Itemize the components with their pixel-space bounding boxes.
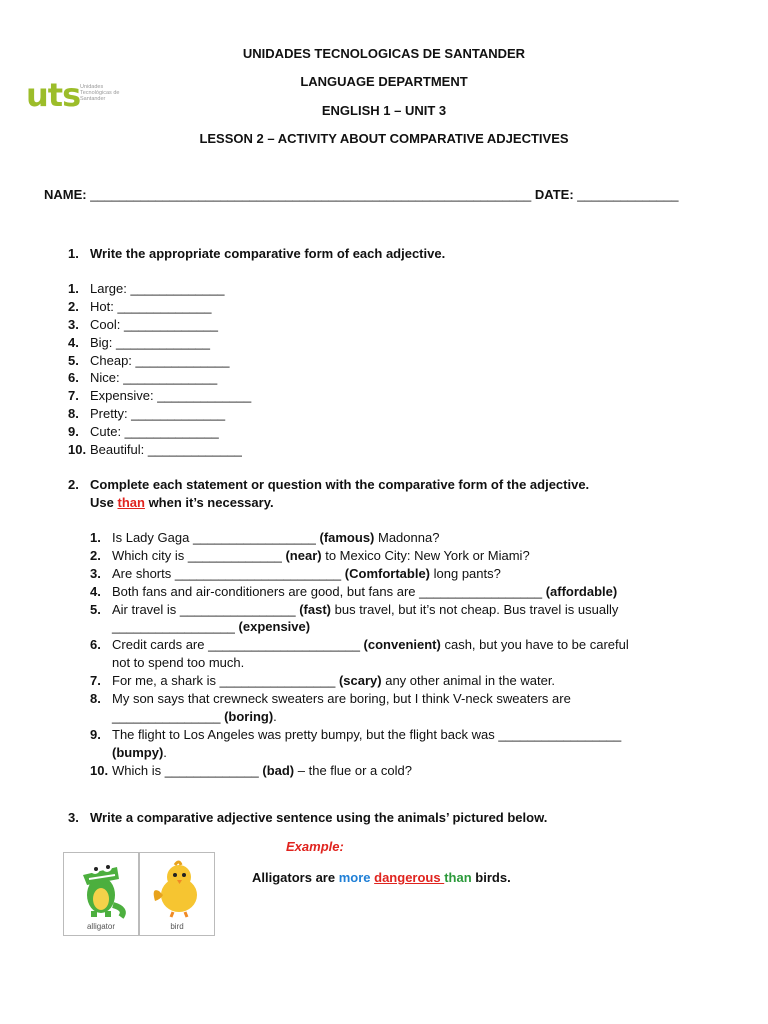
word-than: than [444,870,472,885]
word-more: more [338,870,371,885]
item-post: to Mexico City: New York or Miami? [325,547,530,563]
item-number: 2. [90,547,101,563]
date-blank: ______________ [577,187,679,202]
bird-icon [145,857,209,921]
item-text [112,583,617,601]
list-item [68,298,728,316]
list-item [90,726,750,744]
item-number: 4. [90,583,101,599]
item-adjective: (boring) [224,708,274,724]
list-item [90,744,750,762]
item-number: 4. [68,334,79,350]
list-item [68,405,728,423]
item-text [112,601,618,619]
item-number: 3. [90,565,101,581]
section-1-list [68,280,728,459]
use-word: Use [90,495,114,510]
list-item [90,672,750,690]
item-post: cash, but you have to be careful [444,637,629,653]
item-number: 2. [68,298,79,314]
item-adjective: (bumpy) [112,744,164,760]
logo-subtitle: Unidades Tecnológicas de Santander [80,84,120,102]
item-pre: Which is _____________ [112,762,259,778]
section-2-number: 2. [68,477,79,492]
example-label-text: Example: [286,839,344,854]
sentence-part-1: Alligators are [252,870,336,885]
lesson-title: LESSON 2 – ACTIVITY ABOUT COMPARATIVE ADJECTIVES [199,131,569,146]
item-pre: Are shorts _______________________ [112,565,342,581]
necessary-text: when it’s necessary. [148,495,274,510]
list-item [90,583,750,601]
item-pre: _________________ [112,619,235,635]
item-number: 5. [90,601,101,617]
item-text: Cool: _____________ [90,316,218,332]
list-item [90,618,750,636]
list-item [90,690,750,708]
item-post: – the flue or a cold? [297,762,412,778]
item-text [112,762,412,780]
item-number: 9. [68,424,79,440]
section-3-number: 3. [68,810,79,825]
item-post: Madonna? [378,530,440,545]
item-number: 6. [90,637,101,653]
item-adjective: (convenient) [363,637,441,653]
item-pre: _______________ [112,708,221,724]
list-item [68,423,728,441]
item-text [112,547,530,565]
than-keyword: than [117,495,145,510]
item-adjective: (scary) [338,673,382,689]
section-2-heading [68,477,748,513]
item-number: 1. [90,530,101,545]
item-adjective: (affordable) [545,583,618,599]
item-post: long pants? [433,565,501,581]
item-pre: Credit cards are _____________________ [112,637,360,653]
item-adjective: (expensive) [238,619,311,635]
item-number: 10. [68,442,87,458]
item-adjective: (bad) [262,762,295,778]
date-label: DATE: [534,187,574,202]
item-text: Pretty: _____________ [90,406,226,422]
list-item [90,565,750,583]
list-item [90,601,750,619]
list-item [68,369,728,387]
list-item [90,547,750,565]
item-text [112,529,439,547]
item-text: Big: _____________ [90,334,211,350]
item-pre: Is Lady Gaga _________________ [112,530,316,545]
item-text [112,744,167,762]
list-item [90,762,750,780]
section-1-number: 1. [68,246,79,261]
name-date-line [44,187,724,202]
list-item [68,316,728,334]
item-adjective: (near) [285,547,322,563]
item-text: Cheap: _____________ [90,352,230,368]
list-item [90,654,750,672]
list-item [68,334,728,352]
item-number: 8. [68,406,79,422]
item-text [112,636,629,654]
example-label [286,839,344,854]
item-number: 7. [68,388,79,404]
item-adjective: (fast) [299,601,331,617]
item-post: . [273,708,277,724]
item-text: Beautiful: _____________ [90,442,242,458]
section-1-instruction: Write the appropriate comparative form of each adjective. [90,246,446,261]
section-2-list [90,529,750,779]
item-text [112,565,501,583]
alligator-caption: alligator [86,922,115,931]
item-post: bus travel, but it’s not cheap. Bus travel is usually [334,601,619,617]
list-item [68,280,728,298]
item-adjective: (famous) [319,530,375,545]
item-number: 1. [68,281,79,296]
list-item [90,708,750,726]
section-3-instruction: Write a comparative adjective sentence using the animals’ pictured below. [90,810,548,825]
logo-word: uts [26,76,81,114]
list-item [68,352,728,370]
bird-caption: bird [170,922,184,931]
item-pre: For me, a shark is ________________ [112,673,336,689]
institution-title: UNIDADES TECNOLOGICAS DE SANTANDER [242,46,526,61]
section-2-instruction-line1: Complete each statement or question with the comparative form of the adjective. [90,477,590,492]
item-text: Hot: _____________ [90,298,212,314]
item-number: 5. [68,352,79,368]
uts-logo [22,74,128,122]
section-3-heading [68,810,748,828]
section-1-heading [68,246,728,264]
item-text: Cute: _____________ [90,424,219,440]
item-text: Large: _____________ [90,281,225,296]
list-item [68,441,728,459]
item-number: 8. [90,691,101,707]
item-text: Expensive: _____________ [90,388,252,404]
name-blank: _____________________________________________________________ [90,187,532,202]
list-item [68,387,728,405]
list-item [90,529,750,547]
list-item [90,636,750,654]
bird-picture [139,852,215,936]
item-text [112,672,555,690]
item-adjective: (Comfortable) [344,565,430,581]
item-pre: Air travel is ________________ [112,601,296,617]
item-pre: not to spend too much. [112,655,245,671]
department-title: LANGUAGE DEPARTMENT [300,74,468,89]
word-dangerous: dangerous [374,870,445,885]
item-pre: The flight to Los Angeles was pretty bumpy, but the flight back was _________________ [112,726,622,742]
sentence-part-2: birds. [475,870,511,885]
item-text [112,708,277,726]
item-text [112,726,621,744]
item-number: 7. [90,673,101,689]
example-sentence [252,870,511,885]
item-text [112,654,244,672]
item-text [112,618,310,636]
name-label: NAME: [44,187,87,202]
course-title: ENGLISH 1 – UNIT 3 [321,103,447,118]
section-2-instruction-line2 [90,495,274,510]
item-pre: My son says that crewneck sweaters are boring, but I think V-neck sweaters are [112,691,571,707]
item-number: 3. [68,316,79,332]
alligator-picture [63,852,139,936]
alligator-icon [69,857,133,921]
item-pre: Both fans and air-conditioners are good, but fans are _________________ [112,583,543,599]
item-number: 9. [90,726,101,742]
item-number: 6. [68,370,79,386]
item-post: any other animal in the water. [385,673,556,689]
item-text: Nice: _____________ [90,370,218,386]
item-number: 10. [90,762,109,778]
item-post: . [163,744,167,760]
item-pre: Which city is _____________ [112,547,282,563]
item-text [112,690,571,708]
